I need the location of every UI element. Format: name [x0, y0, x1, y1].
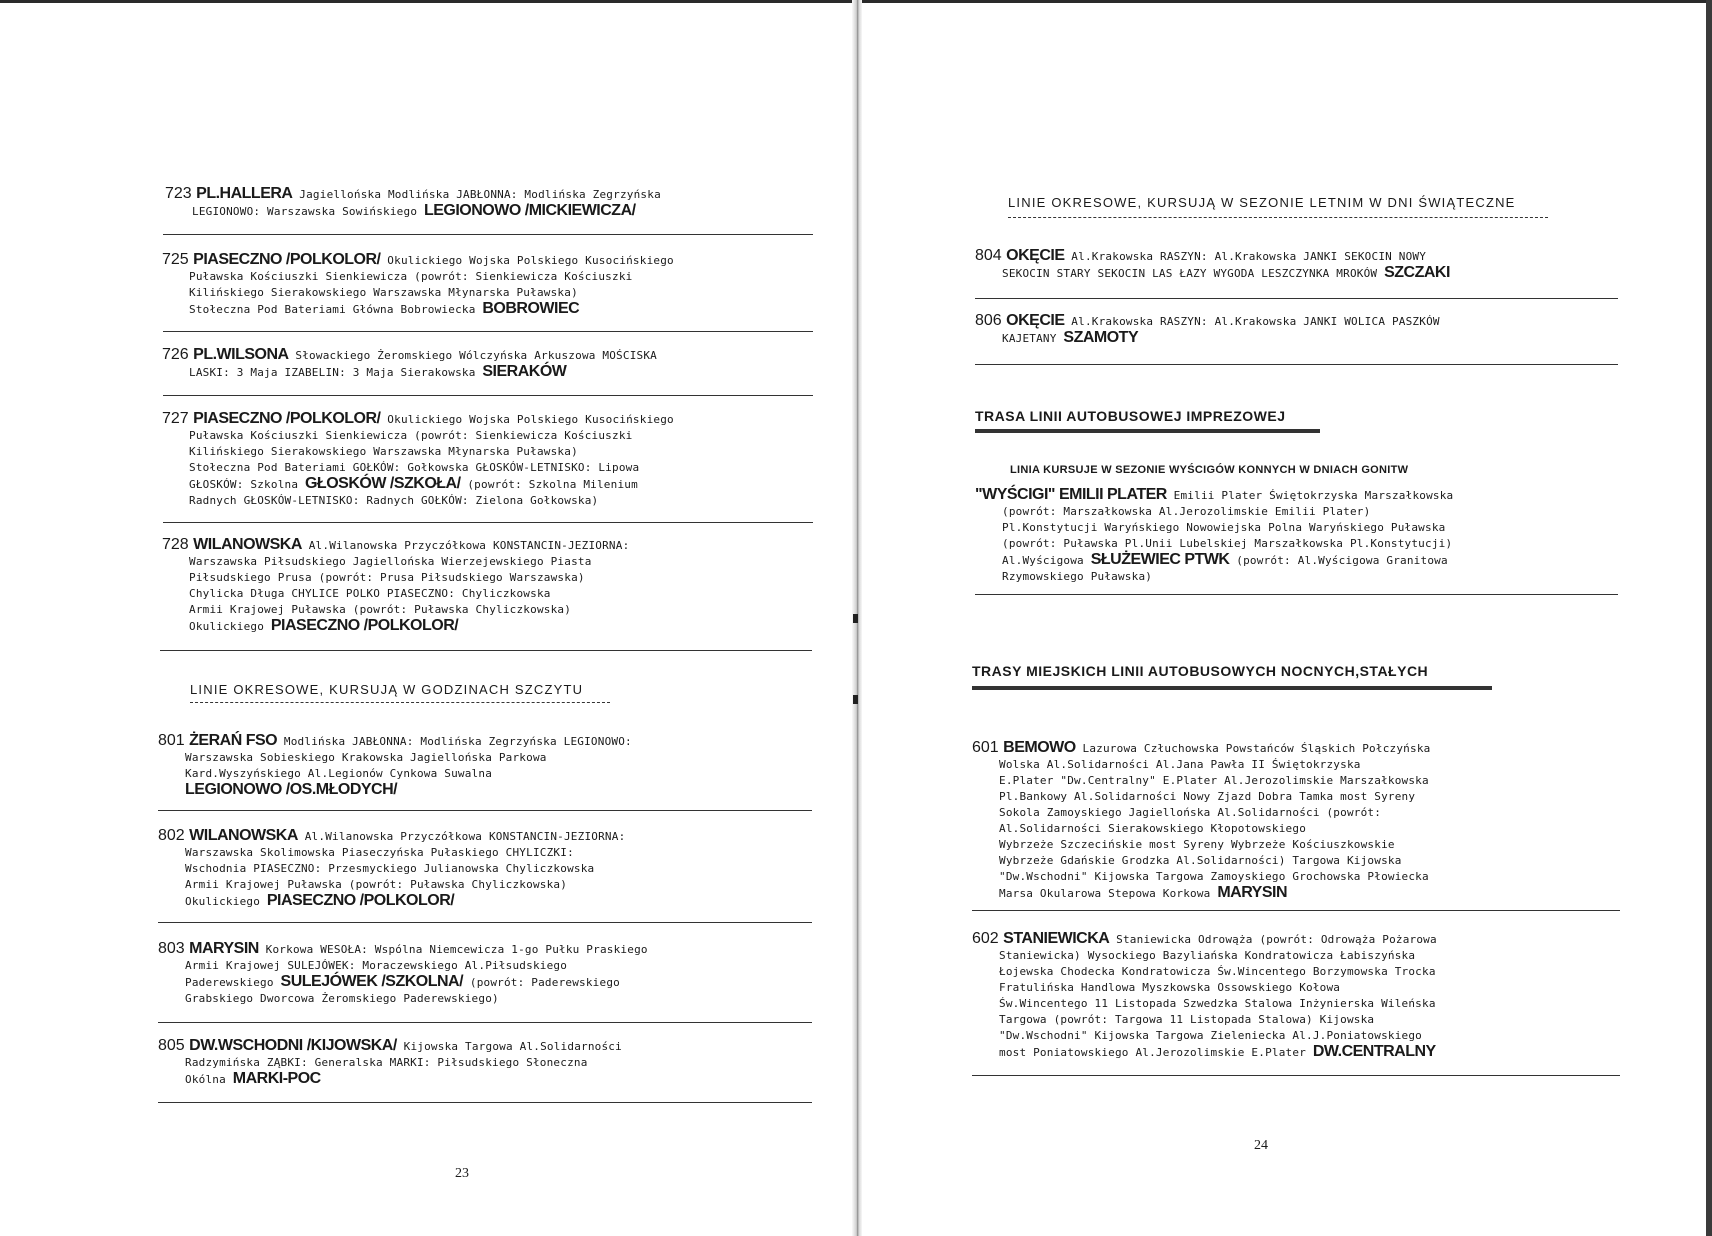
route-streets: Okulickiego Wojska Polskiego Kusocińskiego	[380, 413, 674, 426]
route-line-first	[165, 186, 661, 203]
route-line-first	[972, 931, 1437, 948]
route-line	[158, 766, 632, 782]
terminus-name: GŁOSKÓW /SZKOŁA/	[304, 475, 461, 492]
terminus-name: PL.WILSONA	[193, 346, 289, 363]
terminus-name: PIASECZNO /POLKOLOR/	[266, 892, 455, 909]
separator-rule	[158, 1102, 812, 1103]
separator-rule	[972, 910, 1620, 911]
route-number: 802	[158, 827, 190, 844]
route-streets: Paderewskiego	[185, 976, 281, 989]
route-entry	[975, 487, 1453, 585]
route-line	[162, 476, 674, 493]
route-line-first	[975, 313, 1440, 330]
route-streets: Marsa Okularowa Stepowa Korkowa	[999, 887, 1218, 900]
route-entry	[158, 733, 632, 799]
terminus-name: MARKI-POC	[232, 1070, 321, 1087]
section-heading-event: TRASA LINII AUTOBUSOWEJ IMPREZOWEJ	[975, 408, 1286, 424]
route-line	[158, 893, 625, 910]
route-streets: Piłsudskiego Prusa (powrót: Prusa Piłsudskiego Warszawska)	[189, 571, 585, 584]
route-entry	[158, 941, 648, 1007]
route-number: 803	[158, 940, 190, 957]
route-number: 726	[162, 346, 194, 363]
separator-rule	[975, 594, 1618, 595]
terminus-name: PIASECZNO /POLKOLOR/	[270, 617, 459, 634]
route-streets: Al.Solidarności Sierakowskiego Kłopotowskiego	[999, 822, 1307, 835]
route-streets: Al.Wilanowska Przyczółkowa KONSTANCIN-JEZIORNA:	[301, 539, 630, 552]
route-line	[975, 330, 1440, 347]
section-underline	[1008, 217, 1548, 218]
route-line-first	[972, 740, 1430, 757]
route-streets: (powrót: Paderewskiego	[463, 976, 620, 989]
route-line	[975, 520, 1453, 536]
route-streets: Armii Krajowej Puławska (powrót: Puławska Chyliczkowska)	[189, 603, 572, 616]
route-streets: Okólna	[185, 1073, 233, 1086]
separator-rule	[158, 1022, 812, 1023]
route-line	[975, 569, 1453, 585]
route-streets: Wschodnia PIASECZNO: Przesmyckiego Julianowska Chyliczkowska	[185, 862, 595, 875]
terminus-name: SZCZAKI	[1384, 264, 1450, 281]
route-streets: Kijowska Targowa Al.Solidarności	[396, 1040, 622, 1053]
route-streets: Al.Wyścigowa	[1002, 554, 1091, 567]
route-line	[162, 554, 629, 570]
separator-rule	[158, 922, 812, 923]
separator-rule	[160, 650, 812, 651]
route-line	[975, 504, 1453, 520]
route-streets: Armii Krajowej SULEJÓWEK: Moraczewskiego Al.Piłsudskiego	[185, 959, 568, 972]
route-line	[158, 958, 648, 974]
terminus-name: PIASECZNO /POLKOLOR/	[193, 410, 381, 427]
route-streets: Kilińskiego Sierakowskiego Warszawska Młynarska Puławska)	[189, 286, 578, 299]
route-line-first	[975, 248, 1450, 265]
route-line-first	[158, 941, 648, 958]
route-streets: Al.Krakowska RASZYN: Al.Krakowska JANKI WOLICA PASZKÓW	[1064, 315, 1440, 328]
route-line	[972, 805, 1430, 821]
terminus-name: SZAMOTY	[1063, 329, 1139, 346]
route-streets: (powrót: Marszałkowska Al.Jerozolimskie Emilii Plater)	[1002, 505, 1371, 518]
route-streets: Łojewska Chodecka Kondratowicza Św.Wincentego Borzymowska Trocka	[999, 965, 1436, 978]
route-number: 601	[972, 739, 1004, 756]
route-entry	[975, 313, 1440, 347]
route-streets: Pl.Konstytucji Waryńskiego Nowowiejska Polna Waryńskiego Puławska	[1002, 521, 1446, 534]
route-streets: Stołeczna Pod Bateriami GOŁKÓW: Gołkowska GŁOSKÓW-LETNISKO: Lipowa	[189, 461, 640, 474]
route-streets: Staniewicka Odrowąża (powrót: Odrowąża Pożarowa	[1109, 933, 1437, 946]
route-number: 725	[162, 251, 194, 268]
route-streets: Warszawska Skolimowska Piaseczyńska Pułaskiego CHYLICZKI:	[185, 846, 574, 859]
terminus-name: LEGIONOWO /MICKIEWICZA/	[423, 202, 636, 219]
route-streets: Lazurowa Człuchowska Powstańców Śląskich Połczyńska	[1075, 742, 1431, 755]
route-number: 806	[975, 312, 1007, 329]
scan-mark	[853, 614, 858, 623]
route-number: 801	[158, 732, 190, 749]
route-streets: most Poniatowskiego Al.Jerozolimskie E.Plater	[999, 1046, 1313, 1059]
terminus-name: SULEJÓWEK /SZKOLNA/	[280, 973, 464, 990]
route-streets: KAJETANY	[1002, 332, 1064, 345]
route-entry	[165, 186, 661, 220]
route-line-first	[162, 537, 629, 554]
route-line	[162, 428, 674, 444]
route-line	[158, 750, 632, 766]
route-line	[972, 1028, 1437, 1044]
route-line	[158, 991, 648, 1007]
section-heading-night: TRASY MIEJSKICH LINII AUTOBUSOWYCH NOCNYCH,STAŁYCH	[972, 663, 1429, 679]
route-streets: Jagiellońska Modlińska JABŁONNA: Modlińska Zegrzyńska	[292, 188, 661, 201]
route-number: 804	[975, 247, 1007, 264]
route-number: 602	[972, 930, 1004, 947]
page-number: 24	[1254, 1138, 1268, 1153]
route-streets: Wybrzeże Szczecińskie most Syreny Wybrzeże Kościuszkowskie	[999, 838, 1395, 851]
route-streets: (powrót: Szkolna Milenium	[460, 478, 638, 491]
route-line-first	[158, 828, 625, 845]
page-number: 23	[455, 1166, 469, 1181]
route-streets: Stołeczna Pod Bateriami Główna Bobrowiecka	[189, 303, 483, 316]
route-line	[162, 444, 674, 460]
section-heading-peak: LINIE OKRESOWE, KURSUJĄ W GODZINACH SZCZYTU	[190, 682, 584, 697]
route-line	[972, 948, 1437, 964]
route-streets: Słowackiego Żeromskiego Wólczyńska Arkuszowa MOŚCISKA	[288, 349, 657, 362]
route-streets: Al.Krakowska RASZYN: Al.Krakowska JANKI SEKOCIN NOWY	[1064, 250, 1427, 263]
separator-rule	[163, 522, 813, 523]
route-streets: Wolska Al.Solidarności Al.Jana Pawła II Świętokrzyska	[999, 758, 1361, 771]
route-line	[158, 974, 648, 991]
route-streets: Św.Wincentego 11 Listopada Szwedzka Stalowa Inżynierska Wileńska	[999, 997, 1436, 1010]
route-line-first	[158, 733, 632, 750]
route-number: 805	[158, 1037, 190, 1054]
route-streets: E.Plater "Dw.Centralny" E.Plater Al.Jerozolimskie Marszałkowska	[999, 774, 1429, 787]
route-line	[972, 837, 1430, 853]
route-entry	[972, 931, 1437, 1061]
route-streets: Wybrzeże Gdańskie Grodzka Al.Solidarności) Targowa Kijowska	[999, 854, 1402, 867]
route-entry	[162, 537, 629, 635]
route-entry	[972, 740, 1430, 902]
route-line	[162, 618, 629, 635]
route-line-first	[162, 252, 674, 269]
route-streets: Sokola Zamoyskiego Jagiellońska Al.Solidarności (powrót:	[999, 806, 1382, 819]
route-streets: SEKOCIN STARY SEKOCIN LAS ŁAZY WYGODA LESZCZYNKA MROKÓW	[1002, 267, 1385, 280]
route-streets: Radzymińska ZĄBKI: Generalska MARKI: Piłsudskiego Słoneczna	[185, 1056, 588, 1069]
terminus-name: LEGIONOWO /OS.MŁODYCH/	[185, 781, 398, 798]
route-line	[158, 782, 632, 799]
separator-rule	[163, 395, 813, 396]
route-line	[158, 845, 625, 861]
terminus-name: OKĘCIE	[1006, 247, 1065, 264]
route-streets: (powrót: Puławska Pl.Unii Lubelskiej Marszałkowska Pl.Konstytucji)	[1002, 537, 1453, 550]
route-line	[162, 602, 629, 618]
route-line	[975, 536, 1453, 552]
route-streets: Rzymowskiego Puławska)	[1002, 570, 1153, 583]
route-line	[158, 1071, 622, 1088]
route-line	[162, 269, 674, 285]
route-line	[972, 996, 1437, 1012]
route-streets: "Dw.Wschodni" Kijowska Targowa Zamoyskiego Grochowska Płowiecka	[999, 870, 1429, 883]
scan-right-edge	[1706, 0, 1712, 1236]
route-line	[972, 885, 1430, 902]
route-streets: GŁOSKÓW: Szkolna	[189, 478, 305, 491]
route-line	[162, 570, 629, 586]
section-underline	[975, 429, 1320, 433]
separator-rule	[972, 1075, 1620, 1076]
terminus-name: STANIEWICKA	[1003, 930, 1110, 947]
terminus-name: SŁUŻEWIEC PTWK	[1090, 551, 1230, 568]
route-line	[165, 203, 661, 220]
route-line	[162, 460, 674, 476]
separator-rule	[158, 810, 812, 811]
route-line	[972, 757, 1430, 773]
route-entry	[158, 1038, 622, 1088]
route-streets: Okulickiego	[185, 895, 267, 908]
route-streets: Kard.Wyszyńskiego Al.Legionów Cynkowa Suwalna	[185, 767, 493, 780]
route-line	[158, 861, 625, 877]
route-streets: Puławska Kościuszki Sienkiewicza (powrót: Sienkiewicza Kościuszki	[189, 429, 633, 442]
terminus-name: "WYŚCIGI" EMILII PLATER	[975, 486, 1167, 503]
route-line-first	[162, 347, 657, 364]
route-streets: Al.Wilanowska Przyczółkowa KONSTANCIN-JEZIORNA:	[297, 830, 626, 843]
terminus-name: WILANOWSKA	[193, 536, 302, 553]
route-line	[972, 1044, 1437, 1061]
route-number: 728	[162, 536, 194, 553]
route-line	[162, 301, 674, 318]
route-entry	[162, 347, 657, 381]
route-line	[972, 1012, 1437, 1028]
route-number: 723	[165, 185, 197, 202]
terminus-name: PL.HALLERA	[196, 185, 293, 202]
route-streets: Warszawska Piłsudskiego Jagiellońska Wierzejewskiego Piasta	[189, 555, 592, 568]
terminus-name: ŻERAŃ FSO	[189, 732, 278, 749]
right-page	[862, 0, 1706, 1236]
route-line	[972, 773, 1430, 789]
route-streets: Radnych GŁOSKÓW-LETNISKO: Radnych GOŁKÓW: Zielona Gołkowska)	[189, 494, 599, 507]
section-subheading: LINIA KURSUJE W SEZONIE WYŚCIGÓW KONNYCH W DNIACH GONITW	[1010, 464, 1409, 476]
route-line	[972, 853, 1430, 869]
route-streets: Warszawska Sobieskiego Krakowska Jagiellońska Parkowa	[185, 751, 547, 764]
route-streets: Grabskiego Dworcowa Żeromskiego Paderewskiego)	[185, 992, 499, 1005]
route-line	[972, 964, 1437, 980]
route-streets: Chylicka Długa CHYLICE POLKO PIASECZNO: Chyliczkowska	[189, 587, 551, 600]
route-streets: Pl.Bankowy Al.Solidarności Nowy Zjazd Dobra Tamka most Syreny	[999, 790, 1416, 803]
route-line	[162, 285, 674, 301]
route-line	[972, 821, 1430, 837]
separator-rule	[163, 331, 813, 332]
route-line	[162, 586, 629, 602]
route-line	[975, 265, 1450, 282]
route-streets: LASKI: 3 Maja IZABELIN: 3 Maja Sierakowska	[189, 366, 483, 379]
terminus-name: SIERAKÓW	[482, 363, 567, 380]
route-line	[158, 877, 625, 893]
route-streets: Korkowa WESOŁA: Wspólna Niemcewicza 1-go Pułku Praskiego	[258, 943, 648, 956]
terminus-name: WILANOWSKA	[189, 827, 298, 844]
terminus-name: DW.WSCHODNI /KIJOWSKA/	[189, 1037, 397, 1054]
route-streets: Modlińska JABŁONNA: Modlińska Zegrzyńska LEGIONOWO:	[277, 735, 632, 748]
route-entry	[158, 828, 625, 910]
section-heading-summer: LINIE OKRESOWE, KURSUJĄ W SEZONIE LETNIM W DNI ŚWIĄTECZNE	[1008, 195, 1516, 210]
route-line-first	[158, 1038, 622, 1055]
route-line	[975, 552, 1453, 569]
terminus-name: OKĘCIE	[1006, 312, 1065, 329]
terminus-name: MARYSIN	[189, 940, 259, 957]
terminus-name: MARYSIN	[1217, 884, 1288, 901]
route-line-first	[162, 411, 674, 428]
terminus-name: DW.CENTRALNY	[1312, 1043, 1436, 1060]
route-entry	[975, 248, 1450, 282]
route-line	[972, 980, 1437, 996]
section-underline	[972, 686, 1492, 690]
route-line	[972, 789, 1430, 805]
separator-rule	[975, 364, 1618, 365]
route-streets: Staniewicka) Wysockiego Bazyliańska Kondratowicza Łabiszyńska	[999, 949, 1416, 962]
route-streets: Okulickiego	[189, 620, 271, 633]
route-entry	[162, 252, 674, 318]
route-streets: LEGIONOWO: Warszawska Sowińskiego	[192, 205, 424, 218]
route-streets: (powrót: Al.Wyścigowa Granitowa	[1229, 554, 1448, 567]
route-streets: Emilii Plater Świętokrzyska Marszałkowska	[1166, 489, 1454, 502]
route-streets: Puławska Kościuszki Sienkiewicza (powrót: Sienkiewicza Kościuszki	[189, 270, 633, 283]
route-streets: "Dw.Wschodni" Kijowska Targowa Zieleniecka Al.J.Poniatowskiego	[999, 1029, 1422, 1042]
route-streets: Fratulińska Handlowa Myszkowska Ossowskiego Kołowa	[999, 981, 1341, 994]
route-line	[162, 493, 674, 509]
terminus-name: BEMOWO	[1003, 739, 1076, 756]
separator-rule	[163, 234, 813, 235]
scan-mark	[853, 695, 858, 704]
section-underline	[190, 702, 610, 703]
route-streets: Armii Krajowej Puławska (powrót: Puławska Chyliczkowska)	[185, 878, 568, 891]
route-entry	[162, 411, 674, 509]
terminus-name: PIASECZNO /POLKOLOR/	[193, 251, 381, 268]
route-number: 727	[162, 410, 194, 427]
route-streets: Okulickiego Wojska Polskiego Kusocińskiego	[380, 254, 674, 267]
route-line	[158, 1055, 622, 1071]
route-streets: Targowa (powrót: Targowa 11 Listopada Stalowa) Kijowska	[999, 1013, 1375, 1026]
route-streets: Kilińskiego Sierakowskiego Warszawska Młynarska Puławska)	[189, 445, 578, 458]
separator-rule	[975, 298, 1618, 299]
route-line	[972, 869, 1430, 885]
route-line-first	[975, 487, 1453, 504]
route-line	[162, 364, 657, 381]
terminus-name: BOBROWIEC	[482, 300, 580, 317]
left-page	[0, 0, 852, 1236]
